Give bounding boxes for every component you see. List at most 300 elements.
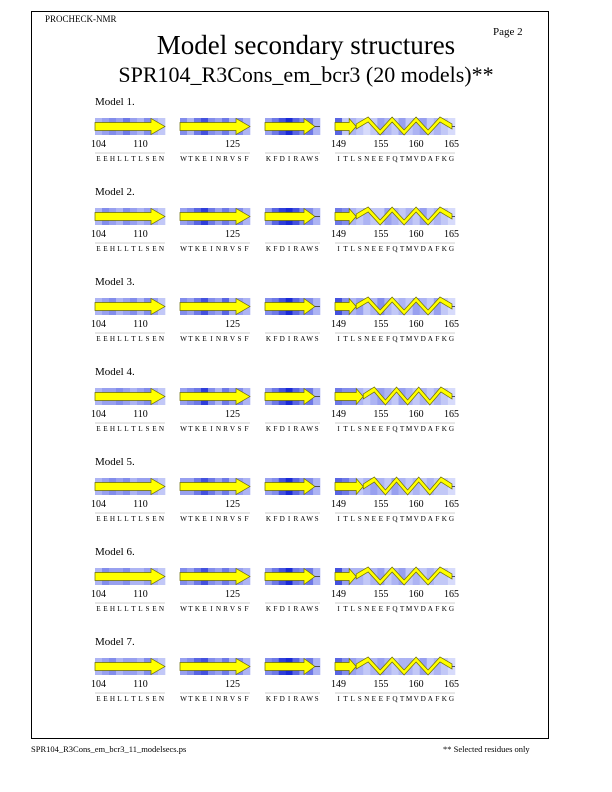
residue-letter: W [306, 335, 314, 343]
residue-letter: W [306, 605, 314, 613]
residue-letter: K [265, 425, 272, 433]
residue-number: 110 [133, 679, 148, 690]
residue-letter: I [210, 695, 213, 703]
header-label: PROCHECK-NMR [45, 14, 117, 24]
residue-letter: D [279, 245, 285, 253]
residue-letter: E [96, 155, 101, 163]
residue-number: 104 [91, 589, 106, 600]
residue-number: 149 [331, 589, 347, 600]
residue-letter: H [109, 425, 116, 433]
residue-number: 165 [443, 319, 459, 330]
residue-letter: E [152, 155, 157, 163]
residue-letter: L [117, 425, 122, 433]
residue-letter: D [279, 695, 285, 703]
residue-letter: K [441, 155, 448, 163]
residue-letter: I [287, 605, 291, 613]
residue-letter: G [448, 155, 455, 163]
residue-letter: E [96, 605, 101, 613]
residue-letter: T [188, 155, 193, 163]
residue-letter: W [180, 155, 187, 163]
residue-letter: E [202, 695, 207, 703]
residue-letter: K [441, 425, 448, 433]
residue-letter: N [364, 245, 370, 253]
residue-letter: T [343, 245, 348, 253]
residue-letter: E [152, 335, 157, 343]
residue-letter: F [435, 245, 440, 253]
residue-letter: N [158, 515, 165, 523]
residue-letter: I [337, 425, 340, 433]
footer-filename: SPR104_R3Cons_em_bcr3_11_modelsecs.ps [31, 744, 187, 754]
residue-letter: S [314, 245, 319, 253]
residue-letter: T [131, 695, 136, 703]
residue-letter: L [117, 335, 122, 343]
sequence-segment [265, 298, 320, 343]
residue-letter: H [109, 515, 116, 523]
residue-letter: E [96, 425, 101, 433]
residue-letter: N [158, 695, 165, 703]
residue-letter: M [405, 155, 413, 163]
residue-letter: F [435, 695, 440, 703]
residue-number: 125 [225, 409, 240, 420]
residue-letter: S [145, 245, 150, 253]
residue-letter: T [343, 515, 348, 523]
residue-letter: K [194, 515, 201, 523]
residue-letter: E [103, 425, 108, 433]
model-secondary-structure-plot [0, 276, 612, 356]
model-block [0, 546, 612, 626]
sequence-segment [335, 117, 455, 163]
residue-letter: N [364, 695, 370, 703]
residue-letter: Q [392, 515, 398, 523]
page-title: Model secondary structures [156, 30, 456, 60]
model-block [0, 96, 612, 176]
residue-letter: D [420, 245, 426, 253]
residue-letter: D [420, 335, 426, 343]
residue-letter: I [287, 155, 291, 163]
model-label: Model 4. [95, 366, 135, 378]
residue-letter: L [117, 245, 122, 253]
residue-letter: E [103, 245, 108, 253]
residue-letter: A [300, 335, 306, 343]
residue-letter: E [96, 515, 101, 523]
residue-letter: N [215, 515, 222, 523]
residue-letter: L [124, 695, 129, 703]
residue-letter: S [237, 245, 242, 253]
residue-letter: S [314, 695, 319, 703]
residue-letter: N [215, 605, 222, 613]
residue-letter: F [385, 515, 390, 523]
residue-letter: T [343, 155, 348, 163]
residue-letter: S [237, 515, 242, 523]
residue-letter: F [385, 425, 390, 433]
model-label: Model 1. [95, 96, 135, 108]
residue-letter: H [109, 605, 116, 613]
residue-letter: S [237, 425, 242, 433]
residue-letter: E [202, 425, 207, 433]
residue-letter: D [279, 515, 285, 523]
residue-number: 160 [408, 139, 424, 150]
residue-letter: Q [392, 245, 398, 253]
residue-letter: I [337, 515, 340, 523]
residue-letter: T [399, 695, 405, 703]
residue-letter: I [210, 515, 213, 523]
residue-number: 165 [443, 499, 459, 510]
residue-number: 160 [408, 319, 424, 330]
residue-letter: E [371, 605, 377, 613]
residue-letter: L [138, 605, 143, 613]
residue-letter: N [215, 155, 222, 163]
residue-letter: V [413, 695, 419, 703]
residue-letter: S [357, 425, 362, 433]
residue-letter: M [405, 425, 413, 433]
model-block [0, 456, 612, 536]
residue-number: 125 [225, 679, 240, 690]
residue-letter: W [180, 425, 187, 433]
residue-letter: L [350, 515, 355, 523]
residue-letter: F [435, 515, 440, 523]
residue-letter: S [237, 605, 242, 613]
residue-number: 125 [225, 139, 240, 150]
model-secondary-structure-plot [0, 456, 612, 536]
residue-letter: T [188, 695, 193, 703]
residue-number: 110 [133, 139, 148, 150]
residue-letter: F [385, 605, 390, 613]
residue-letter: G [448, 245, 455, 253]
residue-number: 110 [133, 319, 148, 330]
residue-letter: D [420, 695, 426, 703]
model-secondary-structure-plot [0, 96, 612, 176]
model-secondary-structure-plot [0, 366, 612, 446]
residue-number: 110 [133, 229, 148, 240]
residue-letter: E [202, 605, 207, 613]
residue-number: 125 [225, 229, 240, 240]
residue-number: 149 [331, 229, 347, 240]
residue-letter: S [357, 695, 362, 703]
residue-letter: E [371, 245, 377, 253]
residue-number: 155 [373, 409, 389, 420]
residue-letter: S [357, 245, 362, 253]
residue-letter: F [435, 605, 440, 613]
residue-number: 149 [331, 139, 347, 150]
residue-number: 110 [133, 409, 148, 420]
residue-letter: L [117, 695, 122, 703]
residue-letter: I [210, 335, 213, 343]
residue-letter: T [343, 695, 348, 703]
residue-letter: M [405, 605, 413, 613]
residue-letter: M [405, 695, 413, 703]
residue-letter: E [378, 335, 384, 343]
residue-letter: F [244, 605, 249, 613]
residue-letter: F [273, 335, 278, 343]
residue-letter: L [350, 425, 355, 433]
residue-letter: H [109, 155, 116, 163]
sequence-segment [335, 567, 455, 613]
model-label: Model 7. [95, 636, 135, 648]
residue-letter: E [152, 245, 157, 253]
model-secondary-structure-plot [0, 186, 612, 266]
residue-letter: E [103, 335, 108, 343]
sequence-segment [265, 208, 320, 253]
residue-letter: E [371, 515, 377, 523]
residue-letter: K [265, 605, 272, 613]
residue-letter: E [152, 425, 157, 433]
residue-letter: H [109, 245, 116, 253]
residue-letter: V [413, 335, 419, 343]
residue-letter: T [188, 245, 193, 253]
page-number: Page 2 [493, 26, 523, 38]
residue-letter: R [293, 695, 299, 703]
residue-letter: V [229, 425, 236, 433]
residue-letter: F [385, 695, 390, 703]
residue-letter: I [337, 695, 340, 703]
residue-letter: V [229, 695, 236, 703]
residue-number: 165 [443, 409, 459, 420]
residue-letter: E [378, 695, 384, 703]
residue-number: 160 [408, 499, 424, 510]
model-secondary-structure-plot [0, 546, 612, 626]
sequence-segment [335, 477, 455, 523]
residue-letter: S [357, 335, 362, 343]
residue-number: 125 [225, 319, 240, 330]
sequence-segment [265, 118, 320, 163]
residue-letter: S [145, 695, 150, 703]
residue-letter: E [103, 605, 108, 613]
residue-letter: H [109, 335, 116, 343]
residue-letter: L [138, 515, 143, 523]
residue-letter: S [145, 515, 150, 523]
residue-letter: I [287, 425, 291, 433]
residue-letter: T [131, 335, 136, 343]
residue-letter: T [188, 335, 193, 343]
residue-letter: E [202, 515, 207, 523]
residue-letter: E [152, 695, 157, 703]
residue-letter: V [229, 515, 236, 523]
residue-letter: T [131, 515, 136, 523]
residue-letter: L [138, 695, 143, 703]
residue-letter: W [180, 335, 187, 343]
residue-number: 104 [91, 319, 106, 330]
residue-letter: S [357, 605, 362, 613]
model-block [0, 366, 612, 446]
sequence-segment [265, 658, 320, 703]
residue-letter: N [364, 425, 370, 433]
residue-letter: V [413, 515, 419, 523]
residue-letter: K [441, 245, 448, 253]
residue-letter: T [188, 425, 193, 433]
residue-letter: I [287, 335, 291, 343]
residue-letter: E [378, 515, 384, 523]
residue-letter: N [364, 605, 370, 613]
residue-letter: T [131, 605, 136, 613]
residue-letter: M [405, 245, 413, 253]
residue-letter: N [364, 335, 370, 343]
sequence-segment [265, 478, 320, 523]
residue-letter: F [273, 155, 278, 163]
residue-letter: N [215, 335, 222, 343]
residue-number: 104 [91, 499, 106, 510]
residue-letter: N [158, 155, 165, 163]
residue-letter: L [350, 605, 355, 613]
residue-letter: K [441, 695, 448, 703]
residue-letter: S [145, 605, 150, 613]
residue-letter: E [378, 155, 384, 163]
residue-letter: E [378, 245, 384, 253]
residue-letter: D [420, 515, 426, 523]
residue-letter: G [448, 695, 455, 703]
residue-letter: T [399, 155, 405, 163]
residue-letter: R [223, 425, 228, 433]
residue-letter: T [188, 515, 193, 523]
model-label: Model 2. [95, 186, 135, 198]
residue-letter: R [223, 335, 228, 343]
model-block [0, 186, 612, 266]
residue-number: 165 [443, 139, 459, 150]
residue-letter: F [244, 155, 249, 163]
residue-letter: L [117, 155, 122, 163]
residue-letter: S [314, 515, 319, 523]
residue-letter: A [300, 695, 306, 703]
residue-letter: L [124, 335, 129, 343]
residue-letter: G [448, 515, 455, 523]
residue-letter: R [223, 695, 228, 703]
sequence-segment [265, 568, 320, 613]
residue-letter: R [293, 515, 299, 523]
residue-letter: E [96, 245, 101, 253]
residue-letter: D [420, 425, 426, 433]
residue-number: 160 [408, 589, 424, 600]
residue-letter: S [314, 605, 319, 613]
residue-letter: W [306, 695, 314, 703]
residue-number: 149 [331, 319, 347, 330]
residue-letter: K [194, 335, 201, 343]
residue-letter: E [202, 245, 207, 253]
residue-letter: N [158, 425, 165, 433]
residue-letter: A [427, 335, 433, 343]
sequence-segment [335, 657, 455, 703]
residue-letter: L [124, 155, 129, 163]
residue-letter: K [265, 245, 272, 253]
residue-letter: G [448, 425, 455, 433]
residue-letter: R [293, 335, 299, 343]
residue-letter: T [399, 515, 405, 523]
residue-letter: R [223, 155, 228, 163]
residue-letter: T [343, 425, 348, 433]
residue-letter: L [350, 245, 355, 253]
residue-letter: D [279, 425, 285, 433]
residue-letter: W [180, 245, 187, 253]
residue-letter: E [96, 695, 101, 703]
residue-letter: K [441, 605, 448, 613]
residue-letter: R [293, 425, 299, 433]
residue-letter: A [427, 245, 433, 253]
residue-letter: L [350, 695, 355, 703]
residue-letter: N [215, 425, 222, 433]
residue-letter: F [244, 515, 249, 523]
residue-letter: L [138, 245, 143, 253]
residue-letter: S [145, 335, 150, 343]
residue-letter: N [215, 245, 222, 253]
residue-letter: F [273, 605, 278, 613]
residue-letter: W [180, 695, 187, 703]
residue-letter: A [300, 245, 306, 253]
residue-letter: Q [392, 605, 398, 613]
residue-letter: V [229, 245, 236, 253]
residue-letter: F [244, 335, 249, 343]
residue-letter: W [306, 245, 314, 253]
residue-letter: D [420, 605, 426, 613]
residue-letter: Q [392, 695, 398, 703]
residue-letter: N [215, 695, 222, 703]
residue-letter: E [152, 515, 157, 523]
residue-letter: K [194, 245, 201, 253]
residue-number: 149 [331, 499, 347, 510]
sequence-segment [335, 207, 455, 253]
residue-letter: I [210, 155, 213, 163]
residue-letter: S [314, 155, 319, 163]
residue-letter: A [300, 425, 306, 433]
residue-letter: F [435, 155, 440, 163]
residue-letter: V [413, 425, 419, 433]
residue-letter: K [265, 155, 272, 163]
residue-letter: K [194, 155, 201, 163]
residue-letter: N [364, 515, 370, 523]
residue-number: 155 [373, 589, 389, 600]
residue-letter: G [448, 335, 455, 343]
residue-letter: W [306, 425, 314, 433]
residue-letter: W [180, 515, 187, 523]
residue-number: 104 [91, 679, 106, 690]
residue-letter: Q [392, 425, 398, 433]
residue-letter: G [448, 605, 455, 613]
residue-letter: L [124, 515, 129, 523]
residue-letter: K [441, 515, 448, 523]
residue-letter: V [413, 245, 419, 253]
residue-letter: I [287, 245, 291, 253]
residue-number: 155 [373, 319, 389, 330]
residue-letter: D [279, 605, 285, 613]
residue-letter: M [405, 335, 413, 343]
residue-letter: F [435, 425, 440, 433]
residue-letter: L [124, 245, 129, 253]
residue-letter: A [427, 605, 433, 613]
residue-letter: V [413, 155, 419, 163]
residue-letter: N [158, 245, 165, 253]
model-secondary-structure-plot [0, 636, 612, 716]
residue-letter: F [273, 515, 278, 523]
residue-letter: N [364, 155, 370, 163]
residue-letter: F [273, 695, 278, 703]
residue-letter: R [223, 245, 228, 253]
residue-letter: E [152, 605, 157, 613]
residue-number: 104 [91, 409, 106, 420]
residue-letter: V [229, 605, 236, 613]
residue-letter: K [265, 515, 272, 523]
residue-letter: F [385, 335, 390, 343]
sequence-segment [265, 388, 320, 433]
residue-number: 165 [443, 589, 459, 600]
residue-number: 165 [443, 229, 459, 240]
footer-note: ** Selected residues only [443, 744, 530, 754]
residue-letter: I [287, 515, 291, 523]
residue-number: 165 [443, 679, 459, 690]
residue-letter: E [371, 425, 377, 433]
residue-letter: T [343, 335, 348, 343]
residue-letter: I [337, 605, 340, 613]
residue-letter: R [293, 155, 299, 163]
residue-number: 160 [408, 409, 424, 420]
residue-letter: T [131, 425, 136, 433]
residue-letter: S [237, 695, 242, 703]
